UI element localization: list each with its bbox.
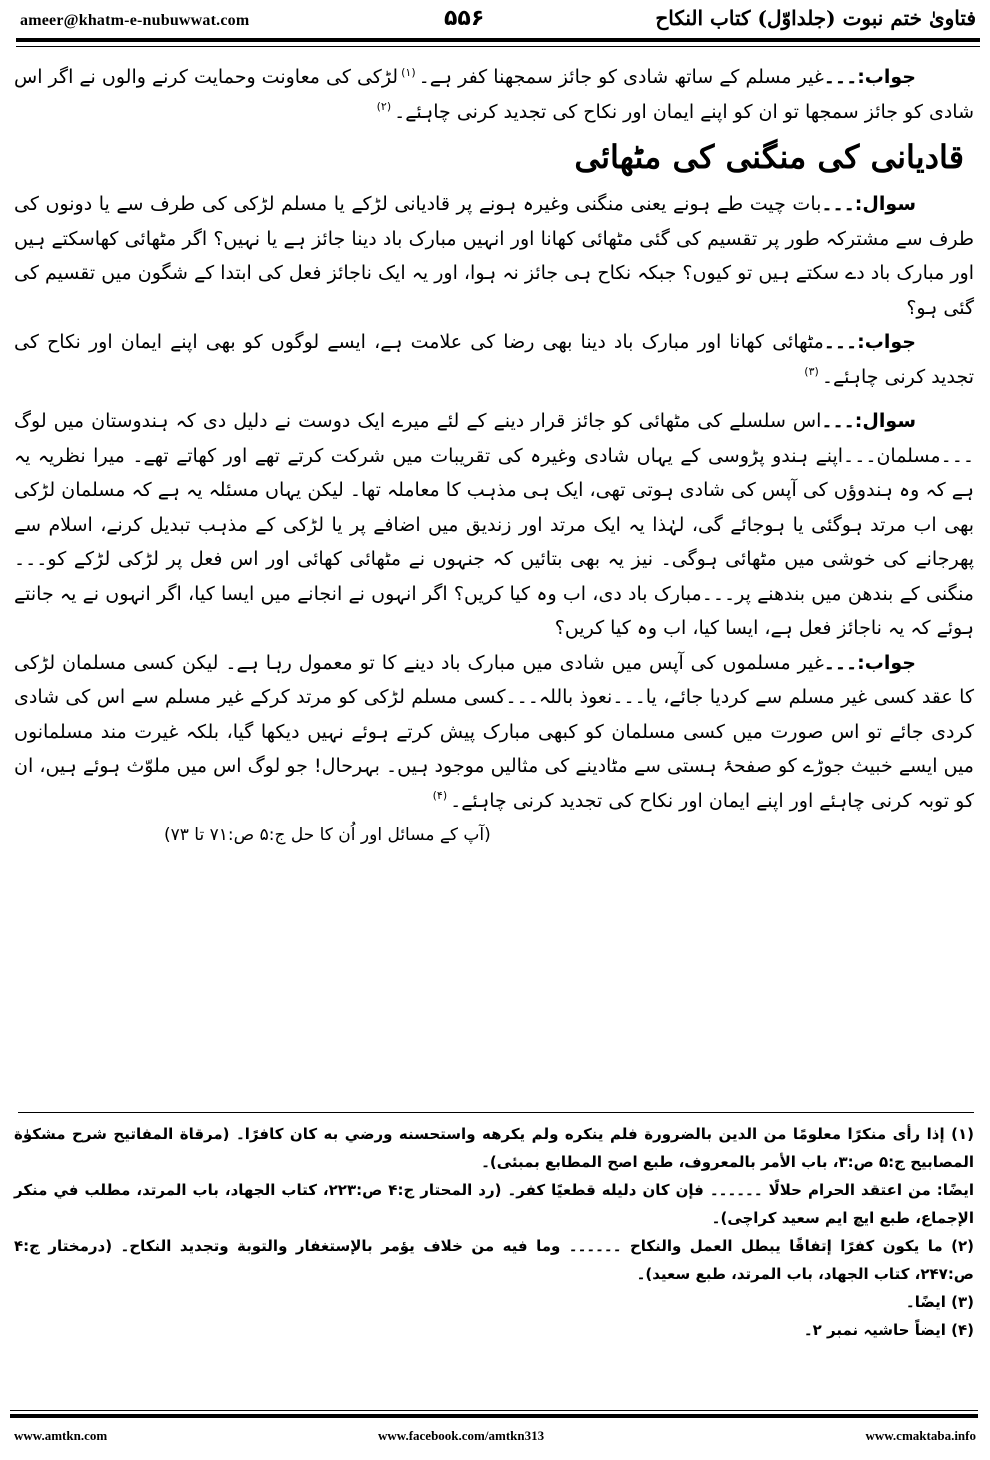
question-label: سوال:۔۔۔ xyxy=(821,410,916,432)
source-citation-line xyxy=(14,818,974,853)
footnotes xyxy=(14,1120,974,1344)
header-email-link[interactable]: ameer@khatm-e-nubuwwat.com xyxy=(20,12,250,29)
footer-link-amtkn[interactable]: www.amtkn.com xyxy=(14,1428,108,1443)
footnote-separator xyxy=(18,1112,974,1113)
footnote-3: (۳) ایضًا۔ xyxy=(905,1293,974,1311)
footnote-2: (۲) ما يكون كفرًا إتفاقًا يبطل العمل والنكاح ۔۔۔۔۔۔ وما فيه من خلاف يؤمر بالإستغفار والتوبة وتجديد النكاح۔ (درمختار ج:۴ ص:۲۴۷، كتاب الجهاد، باب المرتد، طبع سعيد)۔ xyxy=(14,1237,974,1283)
source-citation: (آپ کے مسائل اور اُن کا حل ج:۵ ص:۷۱ تا ۷۳) xyxy=(164,825,491,845)
question-text: اس سلسلے کی مٹھائی کو جائز قرار دینے کے لئے میرے ایک دوست نے دلیل دی کہ ہندوستان میں لوگ ۔۔۔مسلمان۔۔۔اپنے ہندو پڑوسی کے یہاں شادی وغیرہ کی تقریبات میں شرکت کرتے تھے اور کھاتے تھے۔ میرا نظریہ یہ ہے کہ وہ ہندوؤں کی آپس کی شادی ہوتی تھی، ایک ہی مذہب کا معاملہ تھا۔ لیکن یہاں مسئلہ یہ ہے کہ مسلمان لڑکی بھی اب مرتد ہوگئی یا ہوجائے گی، لہٰذا یہ ایک مرتد اور زندیق میں اضافے پر یا لڑکی کے مذہب تبدیل کرنے، اسلام سے پھرجانے کی خوشی میں مٹھائی ہوگی۔ نیز یہ بھی بتائیں کہ جنہوں نے مٹھائی کھائی اور اس فعل پر لڑکی لڑکے کو۔۔۔منگنی کے بندھن میں بندھنے پر۔۔۔مبارک باد دی، اب وہ کیا کریں؟ اگر انہوں نے انجانے میں ایسا کیا، اگر انہوں نے یہ جانتے ہوئے کہ یہ ناجائز فعل ہے، ایسا کیا، اب وہ کیا کریں؟ xyxy=(14,410,974,639)
footer-link-facebook[interactable]: www.facebook.com/amtkn313 xyxy=(378,1428,545,1443)
header-rule xyxy=(16,38,980,47)
question-paragraph xyxy=(14,404,974,646)
footer-link-cmaktaba[interactable]: www.cmaktaba.info xyxy=(865,1428,976,1443)
footnote-ref: (۲) xyxy=(376,100,392,114)
answer-label: جواب:۔۔۔ xyxy=(823,66,917,88)
page-footer xyxy=(0,1428,990,1448)
answer-paragraph xyxy=(14,325,974,394)
footnote-1-continued: ایضًا: من اعتقد الحرام حلالًا ۔۔۔۔۔۔ فإن كان دليله قطعيًا كفر۔ (رد المحتار ج:۴ ص:۲۲۳، كتاب الجهاد، باب المرتد، مطلب في منكر الإجماع، طبع ایچ ایم سعید کراچی)۔ xyxy=(14,1181,974,1227)
answer-text: لڑکی کی معاونت وحمایت کرنے والوں نے اگر اس شادی کو جائز سمجھا تو ان کو اپنے ایمان اور نکاح کی تجدید کرنی چاہئے۔ xyxy=(14,66,974,123)
footnote-1: (۱) إذا رأى منكرًا معلومًا من الدين بالضرورة فلم ينكره ولم يكرهه واستحسنه ورضي به كان كافرًا۔ (مرقاة المفاتيح شرح مشكوٰة المصابيح ج:۵ ص:۳، باب الأمر بالمعروف، طبع اصح المطابع بمبئی)۔ xyxy=(14,1125,974,1171)
page-body xyxy=(14,60,974,853)
answer-label: جواب:۔۔۔ xyxy=(823,651,916,674)
answer-paragraph xyxy=(14,646,974,819)
answer-text: غیر مسلم کے ساتھ شادی کو جائز سمجھنا کفر ہے۔ xyxy=(418,66,824,88)
section-heading: قادیانی کی منگنی کی مٹھائی xyxy=(574,138,964,176)
answer-paragraph xyxy=(14,60,974,129)
footnote-ref: (۳) xyxy=(804,365,819,379)
question-text: بات چیت طے ہونے یعنی منگنی وغیرہ ہونے پر قادیانی لڑکے یا مسلم لڑکی کی طرف سے یا دونوں کی طرف سے مشترکہ طور پر تقسیم کی گئی مٹھائی کھانا اور انہیں مبارک باد دینا جائز ہے یا نہیں؟ اگر مٹھائی کھاسکتے ہیں اور مبارک باد دے سکتے ہیں تو کیوں؟ جبکہ نکاح ہی جائز نہ ہوا، اور یہ ایک ناجائز فعل کی ابتدا کے شگون میں تقسیم کی گئی ہو؟ xyxy=(14,193,974,319)
question-label: سوال:۔۔۔ xyxy=(821,193,916,215)
question-paragraph xyxy=(14,187,974,325)
answer-label: جواب:۔۔۔ xyxy=(823,331,916,353)
footnote-4: (۴) ایضاً حاشیہ نمبر ۲۔ xyxy=(803,1321,974,1339)
answer-text: غیر مسلموں کی آپس میں شادی میں مبارک باد دینے کا تو معمول رہا ہے۔ لیکن کسی مسلمان لڑکی کا عقد کسی غیر مسلم سے کردیا جائے، یا۔۔۔نعوذ باللہ۔۔۔کسی مسلم لڑکی کو مرتد کرکے غیر مسلم سے اس کی شادی کردی جائے تو اس صورت میں کسی مسلمان کو کبھی مبارک پیش کرتے ہوئے نہیں دیکھا گیا، بلکہ غیرت مند مسلمانوں میں ایسے خبیث جوڑے کو صفحۂ ہستی سے مٹادینے کی مثالیں موجود ہیں۔ بہرحال! جو لوگ اس میں ملوّث ہوئے ہیں، ان کو توبہ کرنی چاہئے اور اپنے ایمان اور نکاح کی تجدید کرنی چاہئے۔ xyxy=(14,651,974,812)
footer-rule xyxy=(10,1410,978,1418)
footnote-ref: (۱) xyxy=(401,65,416,79)
page-number: ۵۵۶ xyxy=(444,6,485,31)
footnote-ref: (۴) xyxy=(432,789,448,803)
page-header xyxy=(12,6,980,36)
answer-text: مٹھائی کھانا اور مبارک باد دینا بھی رضا کی علامت ہے، ایسے لوگوں کو بھی اپنے ایمان اور نکاح کی تجدید کرنی چاہئے۔ xyxy=(14,331,974,388)
book-title: فتاویٰ ختم نبوت (جلداوّل) کتاب النکاح xyxy=(655,6,976,30)
